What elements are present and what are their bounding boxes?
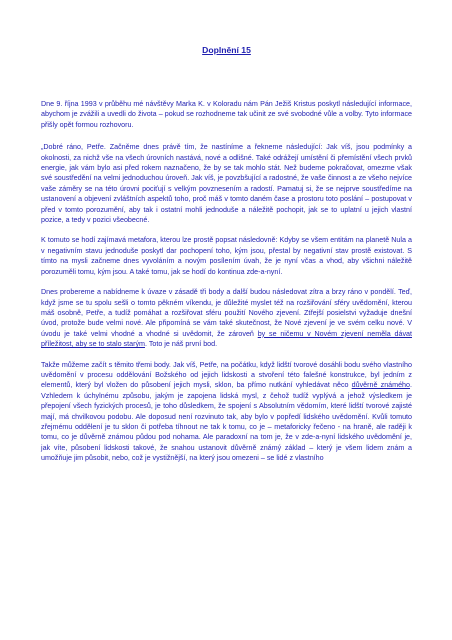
- paragraph-3-text-a: Dnes probereme a nabídneme k úvaze v zásadě tři body a další budou následovat zítra a brzy ráno v pondělí. Teď, když jsme se tu spolu sešli o tomto pěkném víkendu, je důležité myslet též na rozšiřování sféry uvědomění, kterou máš osobně, Petře, a tudíž pomáhat a rozšiřovat sféru použití Nového zjevení. Ztřejší posielstvi vyžaduje dnešní úvod, protože bude velmi nové. Ale připomíná se vám také skutečnost, že Nové zjevení je ve svém celku nové. V úvodu je také velmi vhodné a vhodné si uvědomit, že zároveň: [41, 288, 412, 338]
- paragraph-3-underlined-text: by se ničemu v Novém zjevení neměla dávat příležitost, aby se to stalo starým: [41, 329, 412, 349]
- paragraph-4-text-b: . Vzhledem k úchylnému způsobu, jakým je zapojena lidská mysl, z čehož tudíž vyplývá a jehož výsledkem je přepojení všech fyzických procesů, je toho důsledkem, že spojení s Absolutním vědomím, které lidští tvorové zajisté mají, má chvilkovou podobu. Ale doposud není rozvinuto tak, aby bylo v popředí lidského uvědomění. Kvůli tomuto zřejmému oddělení je tu sklon či potřeba tíhnout ne tak k tomu, co je – metaforicky řečeno - na hraně, ale raději k tomu, co je důvěrně známou půdou pod nohama. Ale paradoxní na tom je, že v zde-a-nyní lidského uvědomění je, jak víte, působení lidskosti takové, že snahou ustanovit důvěrně známý základ – který je všem lidem znám a umožňuje jim působit, nebo, což je vystižnější, na který jsou omezeni – se lidé z vlastního: [41, 381, 412, 463]
- paragraph-4-text-a: Takže můžeme začít s těmito třemi body. Jak víš, Petře, na počátku, když lidští tvorové dosáhli bodu svého vlastního uvědomění v procesu oddělování Božského od jejich lidskosti a stvoření této falešné konstrukce, byl jedním z elementů, který byl vložen do působení jejich mysli, sklon, ba přímo nutkání vyhledávat něco: [41, 360, 412, 390]
- body-paragraph-1: „Dobré ráno, Petře. Začněme dnes právě tím, že nastíníme a řekneme následující: Jak víš, jsou podmínky a okolnosti, za nichž vše na všech úrovních nastává, nové a odlišné. Také odrážejí umístění či přemístění všech prvků energie, jak vám bylo asi před rokem naznačeno, že by se tak mohlo stát. Než budeme pokračovat, omezme však své soustředění na velmi jednoduchou úroveň. Jak víš, je povzbšující a radostné, že vaše činnost a ze všeho nejvíce vaše záměry se na této úrovni pociťují s velkým povznesením a radostí. Pamatuj si, že se nejprve soustředíme na ustanovení a objevení zvláštních aspektů toho, proč máš v tomto daném čase a prostoru toto poslání – postupovat v před v tomto porozumění, aby tak i ostatní mohli jednoduše a náležitě pochopit, jak se to uplatní u jejich vlastní pozice, a tedy v pozici všeobecné.: [41, 143, 412, 225]
- body-paragraph-2: K tomuto se hodí zajímavá metafora, kterou lze prostě popsat následovně: Kdyby se všem entitám na planetě Nula a v negativním stavu jednoduše poskytl dar pochopení toho, kým jsou, přestal by negativní stav prostě existovat. S tímto na mysli začneme dnes vyvoláním a novým posílením úvah, že je nyní včas a vhod, aby všichni náležitě porozuměli tomu, kým jsou. A také tomu, jak se hodí do kontinua zde-a-nyní.: [41, 236, 412, 276]
- page-title: Doplnění 15: [202, 45, 251, 55]
- intro-paragraph: Dne 9. října 1993 v průběhu mé návštěvy Marka K. v Koloradu nám Pán Ježiš Kristus poskytl následující informace, abychom je zvážili a uvedli do života – pokud se rozhodneme tak učinit ze své svobodné vůle a volby. Tyto informace přišly opět formou rozhovoru.: [41, 100, 412, 129]
- paragraph-4-underlined-text: důvěrně známého: [351, 381, 411, 390]
- body-paragraph-4: [41, 360, 412, 464]
- body-paragraph-3: [41, 287, 412, 349]
- paragraph-3-text-b: . Toto je náš první bod.: [144, 340, 218, 349]
